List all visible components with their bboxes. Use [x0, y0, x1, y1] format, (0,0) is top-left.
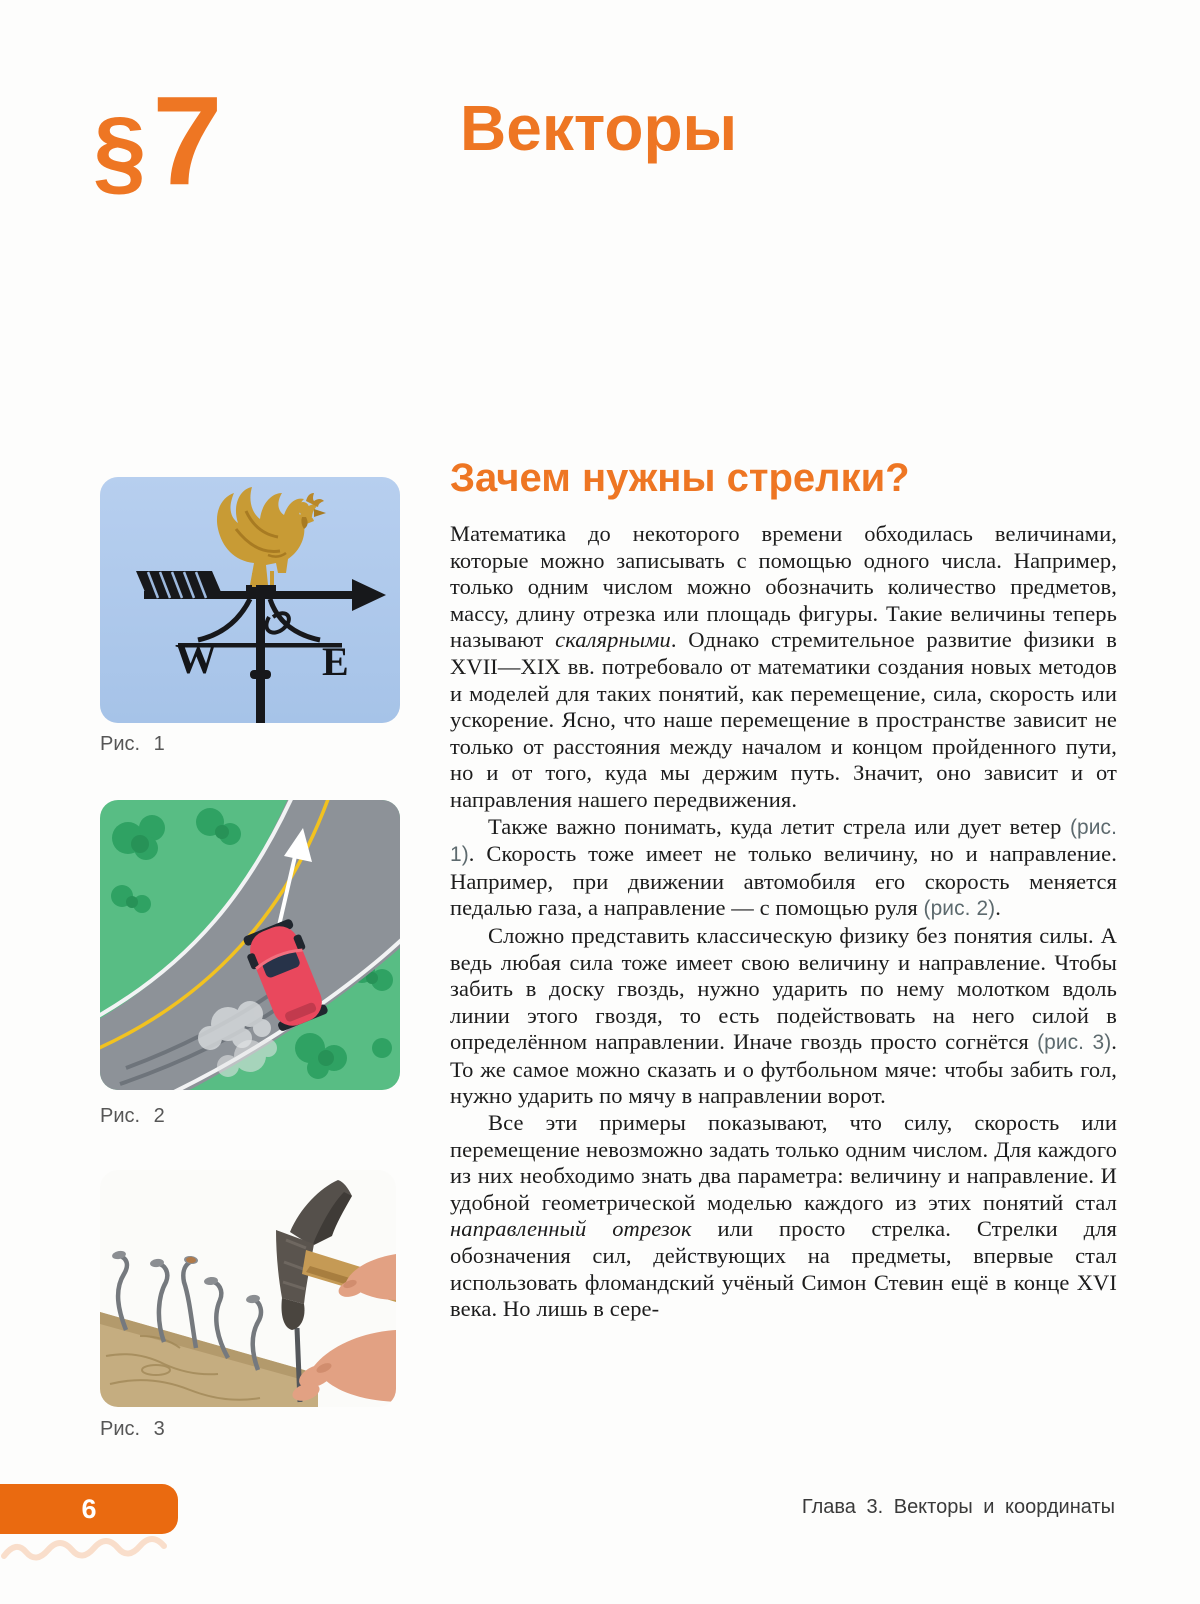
- figure-3-caption: Рис. 3: [100, 1418, 165, 1440]
- paragraph: [450, 521, 1117, 814]
- section-number: §7: [93, 70, 223, 211]
- text-run: .: [995, 895, 1001, 921]
- text-run: Математика до некоторого времени обходилась величинами, которые можно записывать с помощью одного числа. Например, только одним числом можно обозначить количество предметов, массу, длину отрезка или площадь фигуры. Такие величины теперь называют: [450, 521, 1117, 653]
- figure-2-caption: Рис. 2: [100, 1105, 165, 1127]
- text-run: Сложно представить классическую физику без понятия силы. А ведь любая сила тоже имеет свою величину и направление. Чтобы забить в доску гвоздь, нужно ударить по нему молотком вдоль линии этого гвоздя, то есть подействовать на него силой в определённом направлении. Иначе гвоздь просто согнётся: [450, 922, 1117, 1055]
- page-title: Векторы: [460, 92, 738, 164]
- emphasis-term: направленный отрезок: [450, 1216, 692, 1242]
- text-run: . То же самое можно сказать и о футбольном мяче: чтобы забить гол, нужно ударить по мячу в направлении ворот.: [450, 1029, 1117, 1109]
- hammer-nails-illustration: [100, 1170, 396, 1407]
- paragraph: [450, 923, 1117, 1110]
- watermark-smudge: [0, 1534, 210, 1566]
- paragraph: [450, 814, 1117, 923]
- figure-reference: (рис. 2): [923, 897, 996, 921]
- page-number: 6: [81, 1493, 97, 1524]
- weathervane-illustration: [100, 477, 400, 723]
- text-run: Все эти примеры показывают, что силу, скорость или перемещение невозможно задать только одним числом. Для каждого из них необходимо знать два параметра: величину и направление. И удобной геометрической моделью каждого из этих понятий стал: [450, 1110, 1117, 1215]
- svg-text:E: E: [322, 639, 349, 684]
- svg-text:W: W: [175, 637, 217, 683]
- article-heading: Зачем нужны стрелки?: [450, 456, 910, 500]
- figure-reference: (рис. 3): [1037, 1031, 1112, 1055]
- figure-1-caption: Рис. 1: [100, 733, 165, 755]
- figure-2-car-road-image: [100, 800, 400, 1090]
- figure-3-hammer-image: [100, 1170, 396, 1407]
- emphasis-term: скалярными: [555, 627, 671, 653]
- car-road-illustration: [100, 800, 400, 1090]
- paragraph-sign: §: [93, 98, 147, 205]
- page-number-tab: [0, 1484, 178, 1534]
- text-run: . Скорость тоже имеет не только величину, но и направление. Например, при движении автомобиля его скорость меняется педалью газа, а направление — с помощью руля: [450, 841, 1117, 921]
- figure-1-weathervane-image: [100, 477, 400, 723]
- article-body: [450, 521, 1117, 1323]
- text-run: . Однако стремительное развитие физики в XVII—XIX вв. потребовало от математики создания новых методов и моделей для таких понятий, как перемещение, сила, скорость или ускорение. Ясно, что наше перемещение в пространстве зависит не только от расстояния между началом и концом пройденного пути, но и от того, куда мы держим путь. Значит, оно зависит и от направления нашего передвижения.: [450, 627, 1118, 812]
- figure-reference: (рис. 1): [450, 815, 1117, 867]
- chapter-footer: Глава 3. Векторы и координаты: [801, 1496, 1115, 1518]
- paragraph: [450, 1110, 1117, 1323]
- text-run: Также важно понимать, куда летит стрела или дует ветер: [488, 813, 1070, 839]
- text-run: или просто стрелка. Стрелки для обозначения сил, действующих на предметы, впервые стал использовать фломандский учёный Симон Стевин ещё в конце XVI века. Но лишь в сере-: [450, 1216, 1117, 1322]
